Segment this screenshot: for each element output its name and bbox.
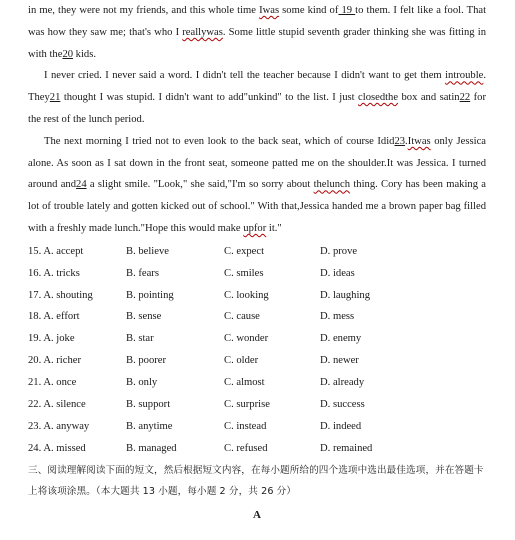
answer-option <box>28 241 126 263</box>
answer-option <box>320 306 440 328</box>
answer-option <box>28 306 126 328</box>
answer-option <box>126 306 224 328</box>
question-row <box>28 241 486 263</box>
answer-option <box>224 241 320 263</box>
option-text: B. only <box>126 377 158 389</box>
answer-option <box>28 263 126 285</box>
question-row <box>28 306 486 328</box>
option-text: A. silence <box>43 399 86 410</box>
answer-option <box>28 285 126 307</box>
question-number: 19. <box>28 333 42 345</box>
option-text: B. poorer <box>126 355 167 367</box>
answer-option <box>320 394 440 416</box>
option-text: A. effort <box>43 311 80 323</box>
passage-text: I never cried. I never said a word. I didn't tell the teacher because I didn't want to get them <box>44 70 446 82</box>
passage-text: in me, they were not my friends, and this whole time <box>28 5 260 16</box>
option-text: A. joke <box>43 333 75 345</box>
option-text: B. fears <box>126 267 159 279</box>
answer-option <box>224 438 320 460</box>
option-text: D. mess <box>320 311 355 323</box>
passage-text: box and satin <box>398 92 460 104</box>
blank-number: 19 <box>338 5 356 16</box>
answer-option <box>28 350 126 372</box>
option-text: A. accept <box>43 245 84 257</box>
answer-option <box>126 350 224 372</box>
blank-number: 20 <box>62 48 74 60</box>
passage-text: kids. <box>73 48 96 60</box>
answer-option <box>320 241 440 263</box>
option-text: D. indeed <box>320 420 362 432</box>
passage-paragraph <box>28 65 486 130</box>
answer-option <box>126 328 224 350</box>
option-text: C. looking <box>224 289 269 301</box>
exam-page <box>28 0 486 521</box>
answer-option <box>224 263 320 285</box>
question-row <box>28 328 486 350</box>
passage-text: a slight smile. "Look," she said,"I'm so sorry about <box>86 179 314 191</box>
option-text: B. support <box>126 399 171 410</box>
passage-text: some kind of <box>279 5 339 16</box>
answer-option <box>224 394 320 416</box>
question-number: 21. <box>28 377 42 389</box>
spelling-flagged-text: closedthe <box>358 92 399 104</box>
passage-text: . They <box>28 70 486 104</box>
passage-text: to them. I felt like a fool. That was how they saw me; that's who I <box>28 5 487 38</box>
answer-option <box>224 416 320 438</box>
question-row <box>28 394 486 416</box>
answer-option <box>126 263 224 285</box>
question-number: 15. <box>28 245 42 257</box>
question-number: 24. <box>28 442 42 454</box>
passage-text: thing. Cory has been making a lot of trouble lately and gotten kicked out of school." With that,Jessica handed me a brown paper bag filled with a freshly made lunch."Hope this would make <box>28 179 486 234</box>
passage-label: A <box>253 509 261 522</box>
answer-option <box>224 328 320 350</box>
blank-number: 23 <box>394 135 406 147</box>
answer-option <box>126 394 224 416</box>
option-text: C. refused <box>224 442 268 454</box>
question-number: 16. <box>28 267 42 279</box>
passage-paragraph <box>28 131 486 240</box>
passage-text: . Some little stupid seventh grader thinking she was fitting in with the <box>28 26 486 60</box>
option-text: D. success <box>320 399 365 410</box>
answer-option <box>126 241 224 263</box>
answer-option <box>320 350 440 372</box>
answer-option <box>320 372 440 394</box>
option-text: A. anyway <box>43 420 90 432</box>
answer-option <box>126 372 224 394</box>
option-text: A. once <box>43 377 77 389</box>
option-text: D. already <box>320 377 365 389</box>
option-text: B. sense <box>126 311 162 323</box>
blank-number: 22 <box>459 92 471 104</box>
answer-option <box>28 416 126 438</box>
answer-option <box>126 285 224 307</box>
option-text: D. ideas <box>320 267 355 279</box>
option-text: B. believe <box>126 245 169 257</box>
passage-text: thought I was stupid. I didn't want to add"unkind" to the list. I just <box>60 92 359 104</box>
option-text: B. anytime <box>126 420 173 432</box>
answer-option <box>224 350 320 372</box>
spelling-flagged-text: Itwas <box>407 135 431 147</box>
spelling-flagged-text: introuble <box>445 70 484 82</box>
question-number: 18. <box>28 311 42 323</box>
answer-option <box>320 263 440 285</box>
question-number: 17. <box>28 289 42 301</box>
option-text: C. expect <box>224 245 265 257</box>
section-heading: 三、阅读理解阅读下面的短文，然后根据短文内容，在每小题所给的四个选项中选出最佳选项，并在答题卡上将该项涂黑。（本大题共 13 小题，每小题 2 分，共 26 分） <box>28 464 484 498</box>
option-text: C. surprise <box>224 399 270 410</box>
answer-option <box>320 285 440 307</box>
option-text: C. instead <box>224 420 267 432</box>
passage-text: it." <box>266 222 282 234</box>
option-text: D. laughing <box>320 289 371 301</box>
option-text: A. shouting <box>43 289 93 301</box>
question-row <box>28 372 486 394</box>
answer-option <box>224 285 320 307</box>
answer-option <box>320 438 440 460</box>
passage-text: The next morning I tried not to even look to the back seat, which of course Idid <box>44 135 395 147</box>
spelling-flagged-text: upfor <box>243 222 267 234</box>
answer-option <box>224 306 320 328</box>
reading-passage <box>28 0 486 240</box>
spelling-flagged-text: Iwas <box>259 5 280 16</box>
option-text: B. star <box>126 333 154 345</box>
option-text: A. tricks <box>43 267 80 279</box>
blank-number: 21 <box>49 92 61 104</box>
spelling-flagged-text: reallywas <box>182 26 223 38</box>
answer-option <box>126 438 224 460</box>
answer-option <box>28 438 126 460</box>
passage-text: . <box>405 135 408 147</box>
option-text: B. managed <box>126 442 177 454</box>
answer-option <box>28 328 126 350</box>
passage-text: for the rest of the lunch period. <box>28 92 487 125</box>
option-text: C. older <box>224 355 259 367</box>
answer-option <box>28 394 126 416</box>
answer-option <box>320 328 440 350</box>
question-row <box>28 416 486 438</box>
option-text: C. almost <box>224 377 265 389</box>
answer-option <box>28 372 126 394</box>
option-text: D. remained <box>320 442 373 454</box>
option-text: D. prove <box>320 245 358 257</box>
answer-option <box>126 416 224 438</box>
option-text: C. wonder <box>224 333 269 345</box>
answer-option <box>320 416 440 438</box>
option-text: A. missed <box>43 442 86 454</box>
answer-options-list <box>28 241 486 460</box>
option-text: C. cause <box>224 311 260 323</box>
question-row <box>28 263 486 285</box>
spelling-flagged-text: thelunch <box>313 179 351 191</box>
answer-option <box>224 372 320 394</box>
option-text: A. richer <box>43 355 81 367</box>
option-text: C. smiles <box>224 267 264 279</box>
question-number: 22. <box>28 399 42 410</box>
option-text: D. enemy <box>320 333 362 345</box>
blank-number: 24 <box>76 179 87 191</box>
question-number: 20. <box>28 355 42 367</box>
question-row <box>28 285 486 307</box>
passage-text: only Jessica alone. As soon as I sat down in the front seat, someone patted me on the shoulder.It was Jessica. I turned around and <box>28 135 486 191</box>
option-text: D. newer <box>320 355 359 367</box>
passage-paragraph <box>28 0 486 65</box>
option-text: B. pointing <box>126 289 174 301</box>
question-row <box>28 438 486 460</box>
question-number: 23. <box>28 420 42 432</box>
question-row <box>28 350 486 372</box>
